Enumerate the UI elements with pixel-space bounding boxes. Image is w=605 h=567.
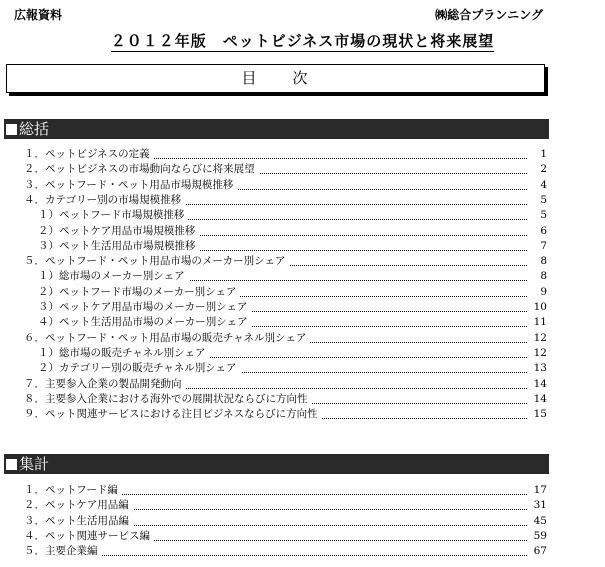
toc-entry: [0, 193, 605, 208]
toc-entry: [0, 392, 605, 407]
toc-entry-label: ５．主要企業編: [24, 544, 102, 559]
toc-entry: [0, 178, 605, 193]
toc-entry: [0, 544, 605, 559]
toc-entry-label: ６．ペットフード・ペット用品市場の販売チャネル別シェア: [24, 331, 310, 346]
toc-entry: [0, 208, 605, 223]
toc-entry-label: ４．カテゴリー別の市場規模推移: [24, 193, 185, 208]
toc-heading: 目 次: [241, 69, 310, 87]
toc-entry-label: ８．主要参入企業における海外での展開状況ならびに方向性: [24, 392, 312, 407]
toc-entry-page: 45: [527, 514, 547, 529]
toc-entry-page: 12: [527, 331, 547, 346]
toc-entry: [0, 162, 605, 177]
toc-entry-page: 5: [527, 193, 547, 208]
toc-entry: [0, 361, 605, 376]
toc-entry-label: ３）ペットケア用品市場のメーカー別シェア: [38, 300, 251, 315]
toc-entry: [0, 300, 605, 315]
toc-entry-label: ２．ペットケア用品編: [24, 498, 133, 513]
section-title: 集計: [19, 455, 50, 473]
toc-entry-label: ７．主要参入企業の製品開発動向: [24, 377, 186, 392]
toc-entry-label: １）総市場の販売チャネル別シェア: [38, 346, 209, 361]
section-title: 総括: [19, 120, 50, 138]
square-bullet-icon: [6, 124, 17, 135]
toc-entry-page: 15: [527, 407, 547, 422]
toc-entry-label: ２）ペットフード市場のメーカー別シェア: [38, 285, 240, 300]
document-title: [0, 30, 605, 51]
toc-entry-label: ９．ペット関連サービスにおける注目ビジネスならびに方向性: [24, 407, 322, 422]
toc-entry: [0, 239, 605, 254]
press-release-label: 広報資料: [14, 8, 63, 22]
toc-entry: [0, 407, 605, 422]
toc-entry-page: 13: [527, 361, 547, 376]
toc-heading-box: [6, 64, 545, 93]
toc-entry-page: 31: [527, 498, 547, 513]
toc-entry-page: 4: [527, 178, 547, 193]
toc-entry: [0, 514, 605, 529]
toc-entry-label: ３．ペットフード・ペット用品市場規模推移: [24, 178, 237, 193]
dot-leader: [44, 546, 543, 556]
toc-entry-page: 6: [527, 224, 547, 239]
toc-entry: [0, 331, 605, 346]
toc-entry: [0, 269, 605, 284]
toc-entry-label: ３）ペット生活用品市場規模推移: [38, 239, 200, 254]
toc-entry-label: １）ペットフード市場規模推移: [38, 208, 188, 223]
toc-entry-page: 14: [527, 377, 547, 392]
toc-entry-page: 9: [527, 285, 547, 300]
toc-entry-label: ４）ペット生活用品市場のメーカー別シェア: [38, 315, 252, 330]
toc-entry-page: 5: [527, 208, 547, 223]
toc-entry: [0, 498, 605, 513]
toc-entry-label: ２）カテゴリー別の販売チャネル別シェア: [38, 361, 241, 376]
toc-entry-page: 10: [527, 300, 547, 315]
toc-entry-page: 17: [527, 483, 547, 498]
toc-entry-label: ５．ペットフード・ペット用品市場のメーカー別シェア: [24, 254, 289, 269]
toc-entry-page: 8: [527, 269, 547, 284]
toc-entry-label: ２）ペットケア用品市場規模推移: [38, 224, 199, 239]
toc-entry-page: 59: [527, 529, 547, 544]
toc-entry-page: 1: [527, 147, 547, 162]
square-bullet-icon: [6, 459, 17, 470]
toc-entry: [0, 285, 605, 300]
toc-entry-page: 11: [527, 315, 547, 330]
toc-entry: [0, 224, 605, 239]
toc-entry-label: ２．ペットビジネスの市場動向ならびに将来展望: [24, 162, 259, 177]
toc-entry-label: １．ペットフード編: [24, 483, 122, 498]
toc-entry-label: １．ペットビジネスの定義: [24, 147, 154, 162]
toc-entry-page: 67: [527, 544, 547, 559]
toc-entry-label: ４．ペット関連サービス編: [24, 529, 154, 544]
toc-entry: [0, 529, 605, 544]
toc-entry-page: 7: [527, 239, 547, 254]
company-name: ㈱総合プランニング: [435, 8, 543, 22]
toc-entry-page: 12: [527, 346, 547, 361]
toc-entry-page: 14: [527, 392, 547, 407]
toc-entry: [0, 377, 605, 392]
toc-entry: [0, 315, 605, 330]
toc-entry: [0, 147, 605, 162]
section-header-tally: [4, 454, 549, 474]
toc-entry-page: 2: [527, 162, 547, 177]
toc-entry-page: 8: [527, 254, 547, 269]
toc-entry: [0, 254, 605, 269]
document-title-text: ２０１２年版 ペットビジネス市場の現状と将来展望: [110, 32, 495, 50]
toc-entry-label: ３．ペット生活用品編: [24, 514, 133, 529]
toc-entry: [0, 483, 605, 498]
toc-entry-label: １）総市場のメーカー別シェア: [38, 269, 189, 284]
section-header-summary: [4, 119, 549, 139]
toc-entry: [0, 346, 605, 361]
